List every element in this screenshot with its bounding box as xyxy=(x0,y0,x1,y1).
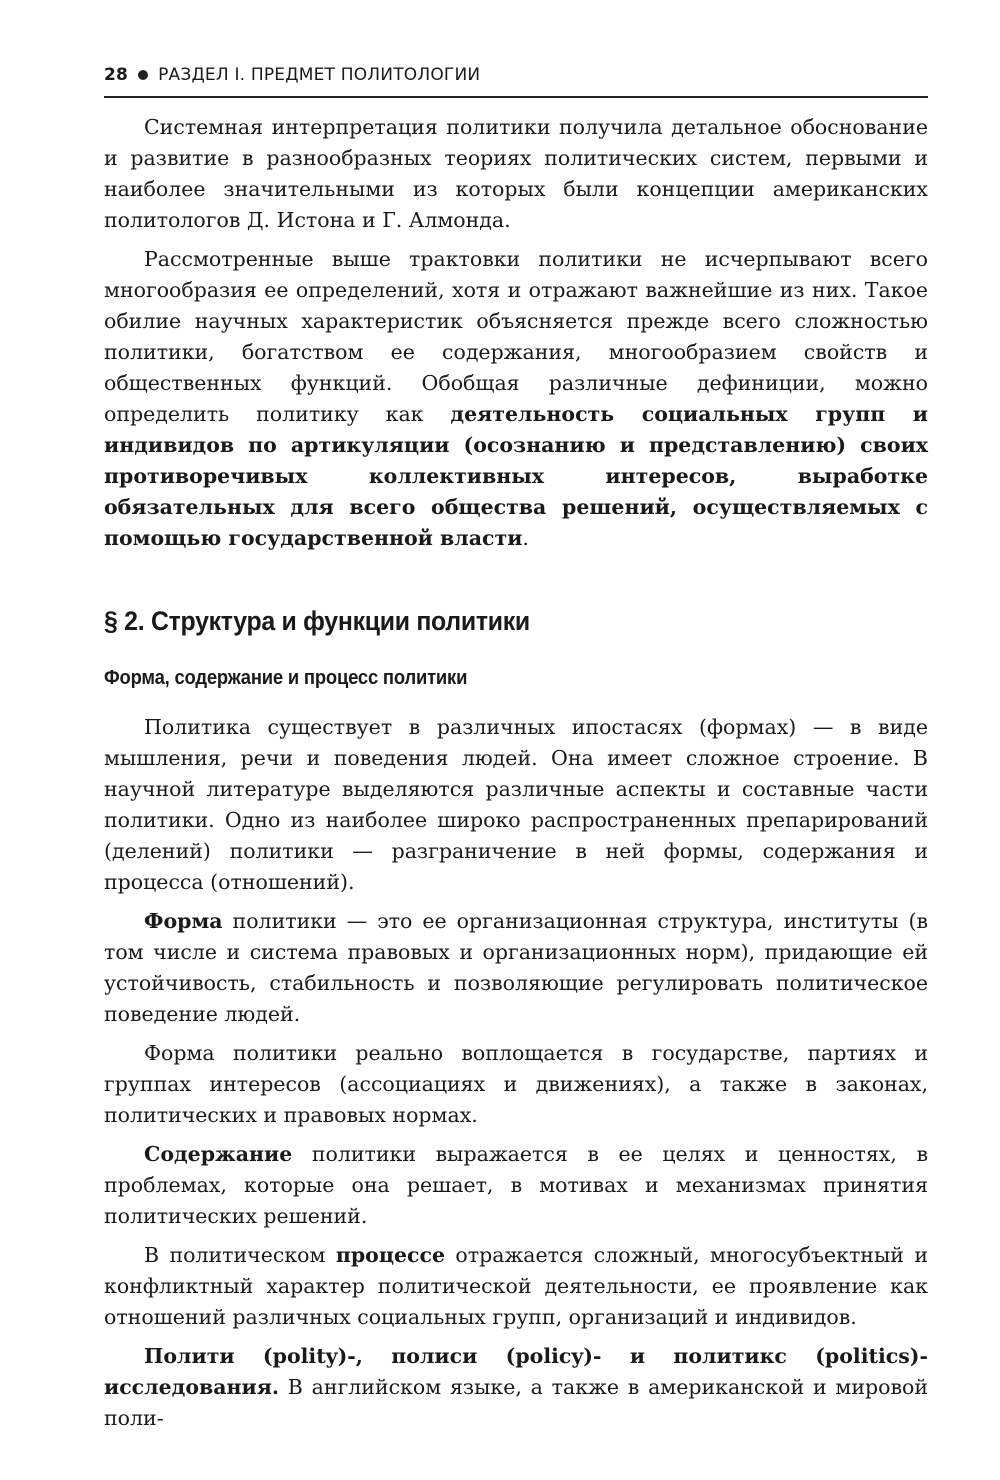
paragraph xyxy=(104,1139,928,1232)
bullet-icon xyxy=(138,70,148,80)
paragraph-text: Системная интерпретация политики получила детальное обоснование и развитие в разнообразных теориях политических систем, первыми и наиболее значительными из которых были концепции американских политологов Д. Истона и Г. Алмонда. xyxy=(104,115,928,232)
term-bold: Полити (polity)-, полиси (policy)- и политикс (politics)-исследования. xyxy=(104,1344,928,1399)
term-bold: процессе xyxy=(335,1243,446,1267)
book-page xyxy=(104,62,928,1442)
sub-heading: Форма, содержание и процесс политики xyxy=(104,667,468,689)
paragraph xyxy=(104,1341,928,1434)
paragraph xyxy=(104,712,928,898)
term-bold: Форма xyxy=(144,909,223,933)
paragraph-text: политики выражается в ее целях и ценностях, в проблемах, которые она решает, в мотивах и механизмах принятия политических решений. xyxy=(104,1142,928,1228)
paragraph xyxy=(104,1240,928,1333)
page-number: 28 xyxy=(104,65,129,85)
paragraph-text: Форма политики реально воплощается в государстве, партиях и группах интересов (ассоциациях и движениях), а также в законах, политических и правовых нормах. xyxy=(104,1041,928,1127)
running-header-title: РАЗДЕЛ I. ПРЕДМЕТ ПОЛИТОЛОГИИ xyxy=(158,65,481,85)
paragraph-text: политики — это ее организационная структура, институты (в том числе и система правовых и организационных норм), придающие ей устойчивость, стабильность и позволяющие регулировать политическое поведение людей. xyxy=(104,909,928,1026)
term-bold: Содержание xyxy=(144,1142,293,1166)
paragraph-text: В английском языке, а также в американской и мировой поли- xyxy=(104,1375,928,1430)
paragraph-tail: . xyxy=(522,526,529,550)
page-body xyxy=(104,112,928,1434)
paragraph xyxy=(104,244,928,554)
section-heading: § 2. Структура и функции политики xyxy=(104,606,530,636)
paragraph-text: отражается сложный, многосубъектный и конфликтный характер политической деятельности, ее проявление как отношений различных социальных групп, организаций и индивидов. xyxy=(104,1243,928,1329)
definition-bold-text: деятельность социальных групп и индивидов по артикуляции (осознанию и представлению) своих противоречивых коллективных интересов, выработке обязательных для всего общества решений, осуществляемых с помощью государственной власти xyxy=(104,402,928,550)
paragraph-text: Политика существует в различных ипостасях (формах) — в виде мышления, речи и поведения людей. Она имеет сложное строение. В научной литературе выделяются различные аспекты и составные части политики. Одно из наиболее широко распространенных препарирований (делений) политики — разграничение в ней формы, содержания и процесса (отношений). xyxy=(104,715,928,894)
paragraph xyxy=(104,1038,928,1131)
paragraph-lead: В политическом xyxy=(144,1243,336,1267)
running-header xyxy=(104,62,928,98)
paragraph-text: Рассмотренные выше трактовки политики не исчерпывают всего многообразия ее определений, хотя и отражают важнейшие из них. Такое обилие научных характеристик объясняется прежде всего сложностью политики, богатством ее содержания, многообразием свойств и общественных функций. Обобщая различные дефиниции, можно определить политику как xyxy=(104,247,928,426)
paragraph xyxy=(104,112,928,236)
paragraph xyxy=(104,906,928,1030)
